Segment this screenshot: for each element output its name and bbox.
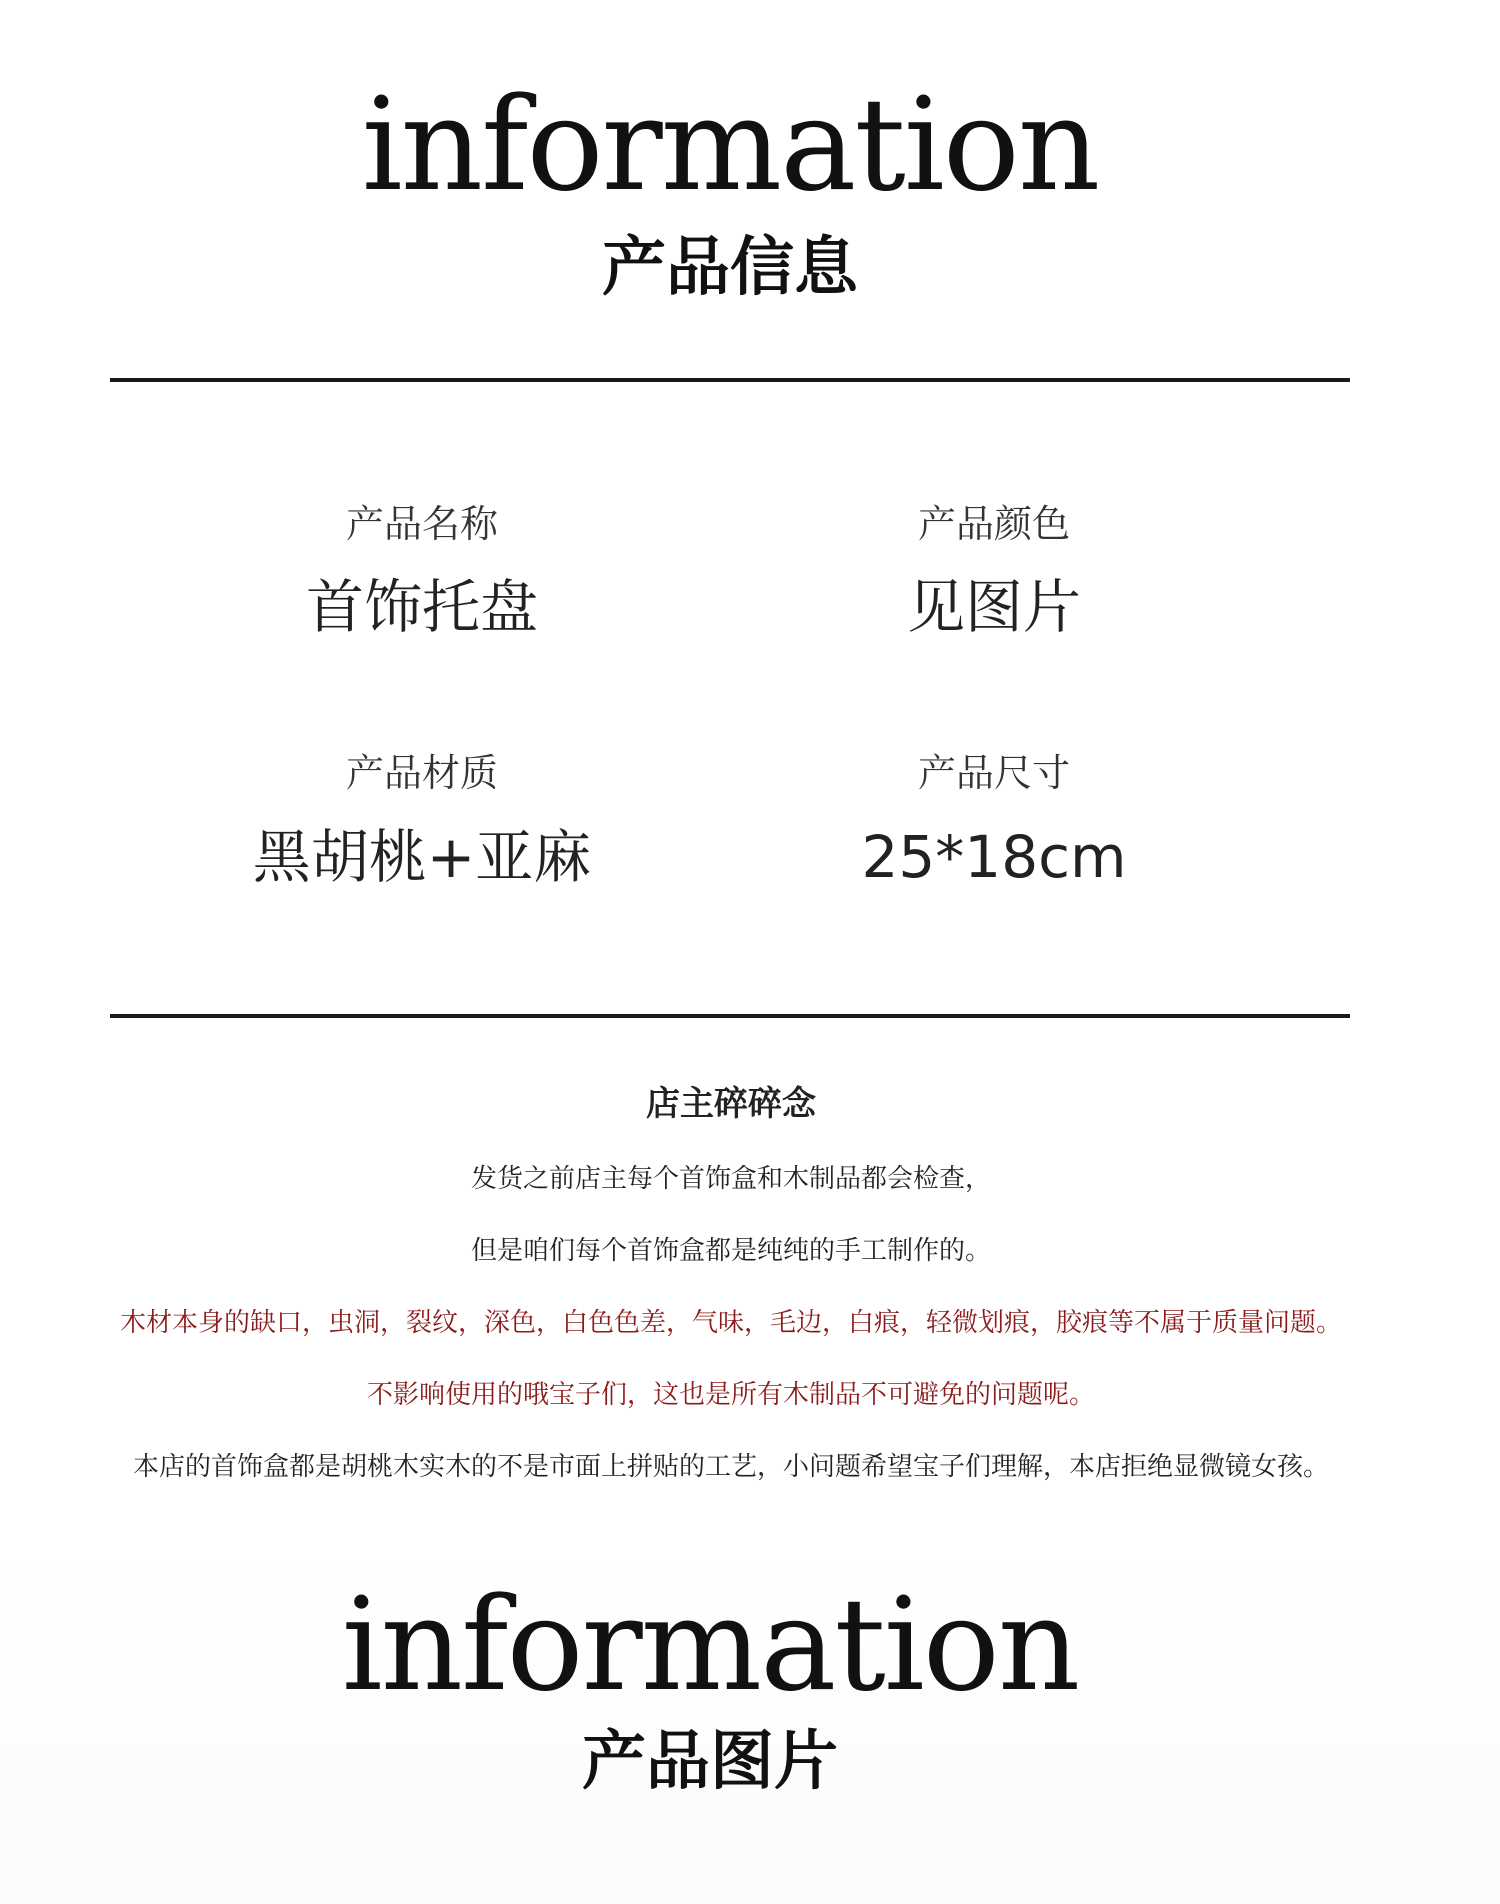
section-heading-en: information [361, 71, 1099, 220]
spec-label-name: 产品名称 [345, 502, 498, 546]
section-heading-cn: 产品图片 [582, 1725, 838, 1799]
spec-value-material: 黑胡桃+亚麻 [252, 823, 592, 891]
note-line-highlight: 木材本身的缺口，虫洞，裂纹，深色，白色色差，气味，毛边，白痕，轻微划痕，胶痕等不属于质量问题。 [119, 1308, 1342, 1338]
note-line: 发货之前店主每个首饰盒和木制品都会检查， [470, 1164, 991, 1194]
note-line-highlight: 不影响使用的哦宝子们，这也是所有木制品不可避免的问题呢。 [366, 1380, 1095, 1410]
divider-top [110, 378, 1350, 382]
divider-bottom [110, 1014, 1350, 1018]
notes-title: 店主碎碎念 [646, 1084, 816, 1124]
section-heading-en: information [341, 1571, 1079, 1720]
spec-label-size: 产品尺寸 [917, 751, 1070, 795]
note-line: 但是咱们每个首饰盒都是纯纯的手工制作的。 [470, 1236, 991, 1266]
spec-value-size: 25*18cm [861, 823, 1127, 891]
note-line: 本店的首饰盒都是胡桃木实木的不是市面上拼贴的工艺，小问题希望宝子们理解，本店拒绝显微镜女孩。 [132, 1452, 1329, 1482]
spec-value-color: 见图片 [906, 573, 1081, 641]
section-heading-cn: 产品信息 [602, 231, 858, 305]
spec-value-name: 首饰托盘 [305, 573, 538, 641]
spec-label-color: 产品颜色 [917, 502, 1070, 546]
spec-label-material: 产品材质 [345, 751, 498, 795]
